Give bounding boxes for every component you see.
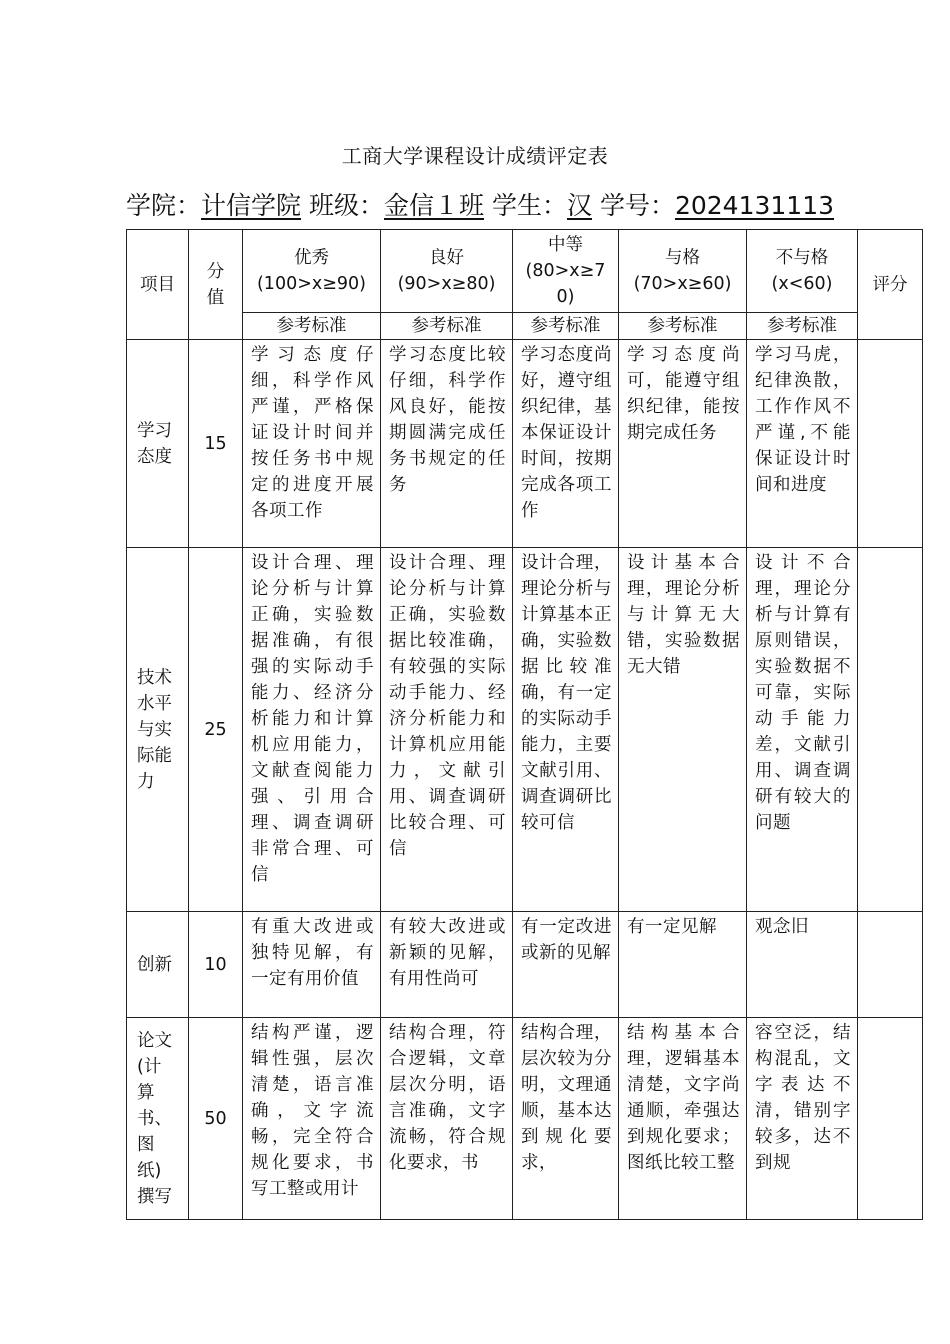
row-score: 10 <box>189 912 243 1018</box>
college-value: 计信学院 <box>201 191 302 220</box>
class-label: 班级： <box>308 191 384 220</box>
student-id-label: 学号： <box>599 191 675 220</box>
student-id-value: 2024131113 <box>674 191 835 220</box>
grading-table <box>126 229 923 1220</box>
rating-cell[interactable] <box>858 340 923 548</box>
table-row <box>127 340 923 548</box>
page-title: 工商大学课程设计成绩评定表 <box>341 144 609 168</box>
criteria-cell: 学习态度尚好，遵守组织纪律，基本保证设计时间，按期完成各项工作 <box>513 340 619 548</box>
criteria-cell: 有重大改进或独特见解，有一定有用价值 <box>243 912 381 1018</box>
criteria-cell: 学习态度比较仔细，科学作风良好，能按期圆满完成任务书规定的任务 <box>381 340 513 548</box>
criteria-cell: 设计不合理，理论分析与计算有原则错误，实验数据不可靠，实际动手能力差，文献引用、调查调研有较大的问题 <box>747 548 858 912</box>
criteria-cell: 结构合理，符合逻辑，文章层次分明，语言准确，文字流畅，符合规化要求，书 <box>381 1018 513 1220</box>
table-row <box>127 912 923 1018</box>
rating-cell[interactable] <box>858 912 923 1018</box>
college-label: 学院： <box>126 191 202 220</box>
row-item-label: 论文(计算书、图纸)撰写 <box>127 1018 189 1220</box>
header-level-fail: 不与格 (x<60) <box>747 230 858 313</box>
reference-standard: 参考标准 <box>619 313 747 340</box>
criteria-cell: 设计合理，理论分析与计算基本正确，实验数据比较准确，有一定的实际动手能力，主要文献引用、调查调研比较可信 <box>513 548 619 912</box>
criteria-cell: 学习态度仔细，科学作风严谨，严格保证设计时间并按任务书中规定的进度开展各项工作 <box>243 340 381 548</box>
criteria-cell: 结构合理，层次较为分明，文理通顺，基本达到规化要求， <box>513 1018 619 1220</box>
student-info-line <box>126 186 926 222</box>
header-score: 分值 <box>189 230 243 340</box>
rating-cell[interactable] <box>858 1018 923 1220</box>
criteria-cell: 学习态度尚可，能遵守组织纪律，能按期完成任务 <box>619 340 747 548</box>
criteria-cell: 结构基本合理，逻辑基本清楚，文字尚通顺，牵强达到规化要求；图纸比较工整 <box>619 1018 747 1220</box>
reference-standard: 参考标准 <box>747 313 858 340</box>
row-item-label: 创新 <box>127 912 189 1018</box>
row-item-label: 学习态度 <box>127 340 189 548</box>
header-item: 项目 <box>127 230 189 340</box>
row-score: 15 <box>189 340 243 548</box>
criteria-cell: 有一定见解 <box>619 912 747 1018</box>
student-label: 学生： <box>491 191 567 220</box>
criteria-cell: 设计基本合理，理论分析与计算无大错，实验数据无大错 <box>619 548 747 912</box>
header-level-excellent: 优秀 (100>x≥90) <box>243 230 381 313</box>
row-score: 25 <box>189 548 243 912</box>
row-item-label: 技术水平与实际能力 <box>127 548 189 912</box>
criteria-cell: 有一定改进或新的见解 <box>513 912 619 1018</box>
student-value: 汉 <box>566 191 592 220</box>
class-value: 金信１班 <box>384 191 485 220</box>
header-level-medium: 中等 (80>x≥70) <box>513 230 619 313</box>
criteria-cell: 容空泛，结构混乱，文字表达不清，错别字较多，达不到规 <box>747 1018 858 1220</box>
criteria-cell: 有较大改进或新颖的见解，有用性尚可 <box>381 912 513 1018</box>
reference-standard: 参考标准 <box>381 313 513 340</box>
criteria-cell: 设计合理、理论分析与计算正确，实验数据准确，有很强的实际动手能力、经济分析能力和计算机应用能力，文献查阅能力强、引用合理、调查调研非常合理、可信 <box>243 548 381 912</box>
criteria-cell: 设计合理、理论分析与计算正确，实验数据比较准确，有较强的实际动手能力、经济分析能力和计算机应用能力，文献引用、调查调研比较合理、可信 <box>381 548 513 912</box>
header-level-good: 良好 (90>x≥80) <box>381 230 513 313</box>
table-row <box>127 548 923 912</box>
criteria-cell: 观念旧 <box>747 912 858 1018</box>
criteria-cell: 结构严谨，逻辑性强，层次清楚，语言准确，文字流畅，完全符合规化要求，书写工整或用计 <box>243 1018 381 1220</box>
reference-standard: 参考标准 <box>243 313 381 340</box>
header-rating: 评分 <box>858 230 923 340</box>
row-score: 50 <box>189 1018 243 1220</box>
rating-cell[interactable] <box>858 548 923 912</box>
reference-standard: 参考标准 <box>513 313 619 340</box>
header-level-pass: 与格 (70>x≥60) <box>619 230 747 313</box>
criteria-cell: 学习马虎，纪律涣散，工作作风不严谨,不能保证设计时间和进度 <box>747 340 858 548</box>
table-row <box>127 1018 923 1220</box>
